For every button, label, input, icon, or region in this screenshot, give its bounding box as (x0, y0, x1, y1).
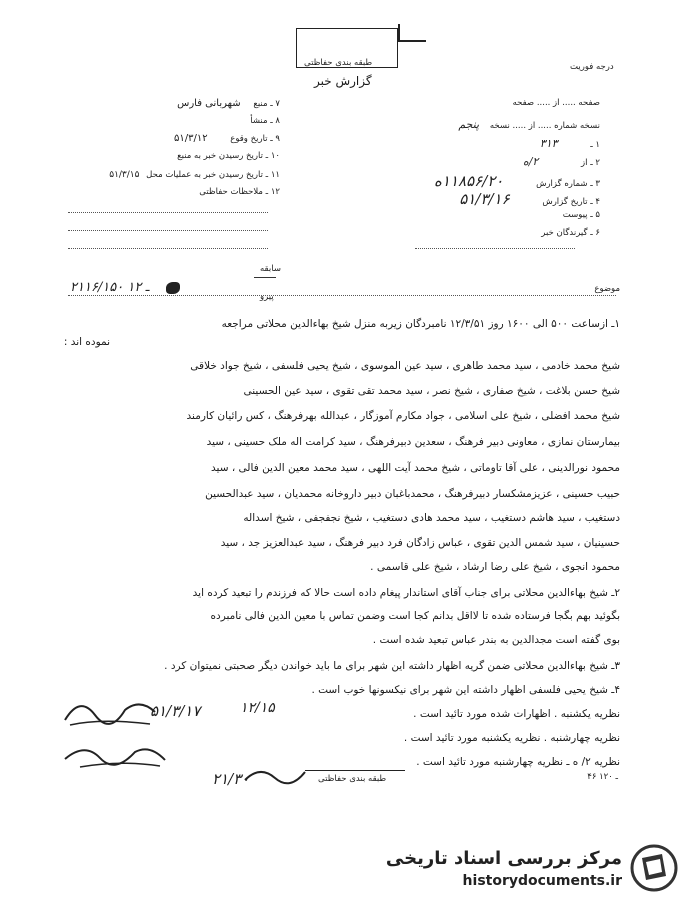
watermark-logo (628, 842, 680, 894)
body-line-3: شیخ حسن بلاغت ، شیخ صفاری ، شیخ نصر ، سید محمد تقی تقوی ، سید عین الحسینی (243, 385, 620, 397)
left-field-2 (70, 133, 280, 144)
right-field-value: پنجم (458, 118, 480, 131)
seal-mark (166, 282, 180, 294)
left-field-5 (199, 187, 280, 197)
handwritten-signature-3 (240, 760, 310, 790)
body-line-1: نموده اند : (63, 336, 110, 348)
right-field-0 (380, 118, 600, 131)
stamp-line-1: سابقه (260, 264, 281, 274)
priority-label: درجه فوریت (570, 62, 614, 72)
right-field-4 (380, 190, 600, 208)
body-line-12: بگوئید بهم بگجا فرستاده شده تا لااقل بدانم کجا است وضمن تماس با معین الدین فالی نامبرده (210, 610, 620, 622)
body-line-9: حسینیان ، سید شمس الدین تقوی ، عباس زادگان فرد دبیر فرهنگ ، سید عبدالعزیز جد ، سید (220, 537, 620, 549)
left-field-line (68, 230, 268, 231)
right-field-6 (541, 228, 600, 238)
body-line-7: حبیب حسینی ، عزیزمشکسار دبیرفرهنگ ، محمدباغبان دبیر داروخانه محمدیان ، سید عبدالحسین (205, 488, 620, 500)
left-field-label: ۹ ـ تاریخ وقوع (230, 134, 280, 144)
left-field-label: ۷ ـ منبع (253, 99, 280, 109)
left-field-3 (177, 151, 280, 161)
right-field-label: ۵ ـ پیوست (562, 210, 600, 220)
handwritten-signature-1 (60, 690, 160, 730)
right-field-label: نسخه شماره ..... از ..... نسخه (489, 121, 600, 131)
stamp-mark (398, 24, 426, 42)
left-field-line (68, 212, 268, 213)
left-field-value: ۵۱/۳/۱۵ (109, 170, 140, 180)
body-line-0: ۱ـ ازساعت ۵۰۰ الی ۱۶۰۰ روز ۱۲/۳/۵۱ نامبردگان زیربه منزل شیخ بهاءالدین محلاتی مراجعه (221, 318, 620, 330)
subject-label: موضوع (594, 284, 620, 294)
left-field-value: شهربانی فارس (177, 98, 241, 109)
left-field-1 (250, 116, 280, 126)
right-field-underline (415, 248, 575, 249)
right-field-value: ۳۱۳ (539, 137, 558, 150)
watermark-title: مرکز بررسی اسناد تاریخی (385, 848, 622, 869)
left-field-label: ۸ ـ منشأ (250, 116, 280, 126)
handwritten-signature-2 (60, 734, 170, 774)
watermark-url: historydocuments.ir (462, 873, 622, 889)
handwritten-note-1: ۱۲/۱۵ (240, 700, 275, 716)
right-field-label: ۳ ـ شماره گزارش (536, 179, 600, 189)
body-line-18: نظریه ۲/ ه ـ نظریه چهارشنبه مورد تائید است . (416, 756, 620, 768)
right-field-label: ۶ ـ گیرندگان خبر (541, 228, 600, 238)
classification-top: طبقه بندی حفاظتی (304, 58, 373, 68)
left-field-4 (50, 170, 280, 180)
left-field-label: ۱۰ ـ تاریخ رسیدن خبر به منبع (177, 151, 280, 161)
body-line-5: بیمارستان نمازی ، معاونی دبیر فرهنگ ، سعدین دبیرفرهنگ ، سید کرامت اله ملک حسینی ، سید (206, 436, 620, 448)
body-line-11: ۲ـ شیخ بهاءالدین محلاتی برای جناب آقای استاندار پیغام داده است حالا که فرزندم را تبعید کرده اید (192, 587, 620, 599)
left-field-label: ۱۲ ـ ملاحظات حفاظتی (199, 187, 280, 197)
body-line-13: بوی گفته است مجدالدین به بندر عباس تبعید شده است . (372, 634, 620, 646)
right-field-3 (380, 172, 600, 190)
right-field-label: ۲ ـ از (581, 158, 600, 168)
handwritten-note-0: ۵۱/۳/۱۷ (150, 702, 201, 720)
subject-handwritten-number: ۲۱۱۶/۱۵۰ ـ ۱۲ (70, 280, 150, 295)
left-field-0 (70, 98, 280, 109)
left-field-label: ۱۱ ـ تاریخ رسیدن خبر به عملیات محل (146, 170, 280, 180)
right-field-2 (400, 155, 600, 168)
body-line-8: دستغیب ، سید هاشم دستغیب ، سید محمد هادی دستغیب ، شیخ نجفجفی ، شیخ اسداله (243, 512, 620, 524)
subject-line (68, 295, 616, 296)
handwritten-note-2: ۲۱/۳۰ (212, 770, 250, 788)
right-field-value: ۱۱۸۵۶/۲۰ه (434, 172, 504, 190)
right-field-value: ۲/ه (522, 155, 539, 168)
left-field-value: ۵۱/۳/۱۲ (173, 133, 208, 144)
footer-divider (305, 770, 405, 771)
right-field-label: ۴ ـ تاریخ گزارش (542, 197, 600, 207)
report-type-title: گزارش خبر (314, 74, 372, 88)
left-field-line (68, 248, 268, 249)
page-ref-label: صفحه ..... از ..... صفحه (512, 98, 600, 108)
body-line-6: محمود نورالدینی ، علی آقا تاوماتی ، شیخ محمد آیت اللهی ، سید محمد معین الدین فالی ، سید (211, 462, 620, 474)
body-line-2: شیخ محمد خادمی ، سید محمد طاهری ، سید عین الموسوی ، شیخ یحیی فلسفی ، شیخ جواد خلاقی (190, 360, 620, 372)
right-field-value: ۵۱/۳/۱۶ (459, 190, 510, 208)
body-line-14: ۳ـ شیخ بهاءالدین محلاتی ضمن گریه اظهار داشته این شهر برای ما باید خواندن دیگر صحبتی نمیتوان کرد . (164, 660, 620, 672)
body-line-16: نظریه یکشنبه . اظهارات شده مورد تائید است . (413, 708, 620, 720)
right-field-1 (400, 137, 600, 150)
form-code: ۴۶ ـ ۱۲۰ (587, 772, 618, 782)
stamp-divider (254, 277, 276, 278)
body-line-17: نظریه چهارشنبه . نظریه یکشنبه مورد تائید است . (403, 732, 620, 744)
right-field-5 (563, 210, 600, 220)
stamp-line-2: پیرو (260, 292, 274, 302)
body-line-4: شیخ محمد افضلی ، شیخ علی اسلامی ، جواد مکارم آموزگار ، عبدالله بهرفرهنگ ، کس رائیان کارمند (186, 410, 620, 422)
body-line-10: محمود انجوی ، شیخ علی رضا ارشاد ، شیخ علی قاسمی . (370, 561, 620, 573)
body-line-15: ۴ـ شیخ یحیی فلسفی اظهار داشته این شهر برای نیکسونها خوب است . (311, 684, 620, 696)
classification-bottom: طبقه بندی حفاظتی (318, 774, 387, 784)
right-field-label: ۱ ـ (590, 140, 600, 150)
